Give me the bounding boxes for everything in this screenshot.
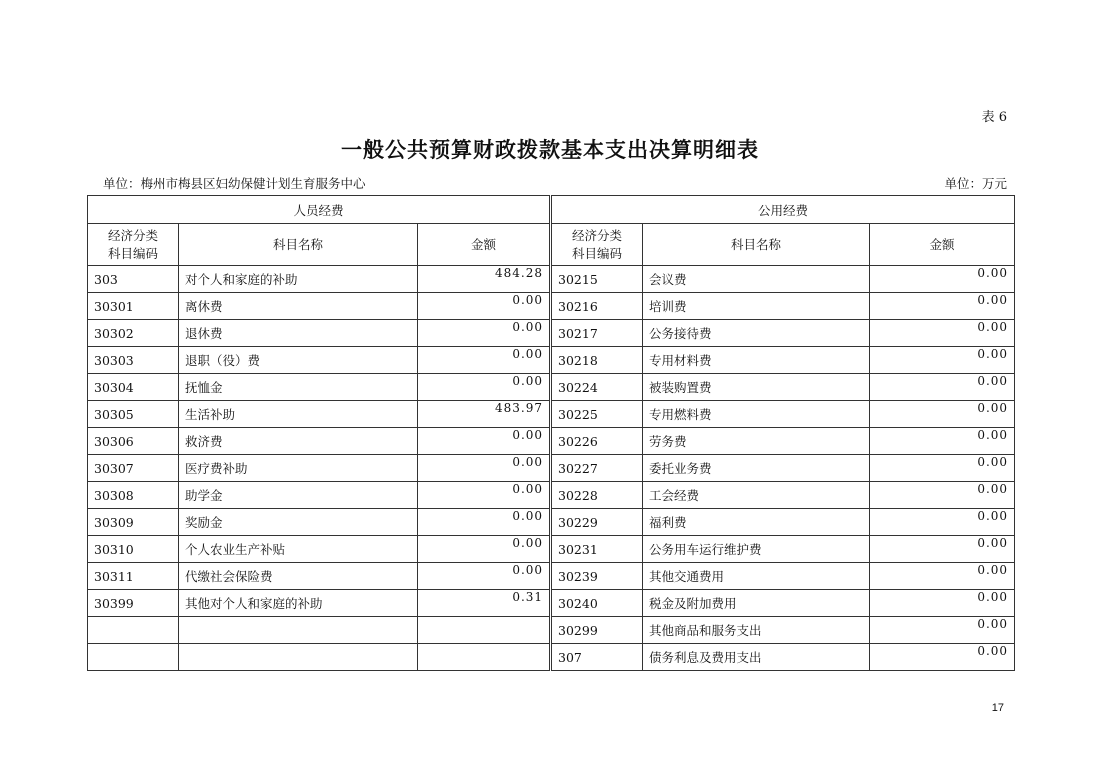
cell-name-right: 公务接待费 (643, 320, 870, 347)
table-row (88, 455, 1015, 482)
cell-name-left: 代缴社会保险费 (179, 563, 418, 590)
cell-name-left: 个人农业生产补贴 (179, 536, 418, 563)
cell-amount-right: 0.00 (870, 644, 1015, 671)
cell-code-right: 30229 (551, 509, 643, 536)
table-row (88, 266, 1015, 293)
cell-amount-right: 0.00 (870, 374, 1015, 401)
unit-organization: 单位：梅州市梅县区妇幼保健计划生育服务中心 (103, 176, 366, 191)
cell-name-right: 公务用车运行维护费 (643, 536, 870, 563)
cell-name-left (179, 644, 418, 671)
cell-name-right: 其他交通费用 (643, 563, 870, 590)
cell-amount-left: 0.00 (418, 563, 551, 590)
cell-amount-right: 0.00 (870, 401, 1015, 428)
cell-amount-left: 0.00 (418, 428, 551, 455)
header-code-right (551, 224, 643, 266)
header-code-line2: 科目编码 (572, 245, 623, 261)
cell-code-left: 30303 (88, 347, 179, 374)
cell-code-right: 307 (551, 644, 643, 671)
cell-code-right: 30239 (551, 563, 643, 590)
cell-name-left (179, 617, 418, 644)
header-amount-left: 金额 (418, 224, 551, 266)
cell-amount-right: 0.00 (870, 617, 1015, 644)
header-code-line1: 经济分类 (107, 227, 158, 243)
cell-name-left: 退休费 (179, 320, 418, 347)
table-row (88, 293, 1015, 320)
cell-code-right: 30227 (551, 455, 643, 482)
cell-code-right: 30224 (551, 374, 643, 401)
table-row (88, 617, 1015, 644)
cell-code-right: 30225 (551, 401, 643, 428)
table-row (88, 320, 1015, 347)
cell-amount-left: 484.28 (418, 266, 551, 293)
cell-code-left: 30302 (88, 320, 179, 347)
page-number: 17 (991, 702, 1004, 714)
table-row (88, 428, 1015, 455)
cell-amount-left: 0.00 (418, 347, 551, 374)
cell-name-right: 劳务费 (643, 428, 870, 455)
table-row (88, 347, 1015, 374)
cell-amount-right: 0.00 (870, 455, 1015, 482)
table-row (88, 590, 1015, 617)
group-personnel: 人员经费 (88, 196, 551, 224)
cell-code-right: 30218 (551, 347, 643, 374)
cell-amount-right: 0.00 (870, 590, 1015, 617)
cell-code-left: 30301 (88, 293, 179, 320)
cell-amount-right: 0.00 (870, 536, 1015, 563)
cell-code-right: 30217 (551, 320, 643, 347)
cell-name-left: 助学金 (179, 482, 418, 509)
cell-code-left: 30308 (88, 482, 179, 509)
cell-code-left: 30307 (88, 455, 179, 482)
header-name-right: 科目名称 (643, 224, 870, 266)
page-title: 一般公共预算财政拨款基本支出决算明细表 (341, 137, 759, 162)
cell-amount-right: 0.00 (870, 563, 1015, 590)
cell-name-left: 其他对个人和家庭的补助 (179, 590, 418, 617)
cell-amount-left: 0.00 (418, 455, 551, 482)
cell-code-left: 30305 (88, 401, 179, 428)
group-header-row (88, 196, 1015, 224)
cell-amount-left (418, 617, 551, 644)
cell-code-left: 30310 (88, 536, 179, 563)
cell-name-left: 对个人和家庭的补助 (179, 266, 418, 293)
cell-code-right: 30216 (551, 293, 643, 320)
cell-code-left: 30311 (88, 563, 179, 590)
header-amount-right: 金额 (870, 224, 1015, 266)
cell-amount-right: 0.00 (870, 509, 1015, 536)
budget-detail-table (87, 195, 1015, 671)
cell-code-right: 30231 (551, 536, 643, 563)
table-number: 表 6 (981, 110, 1007, 125)
table-row (88, 482, 1015, 509)
cell-name-left: 退职（役）费 (179, 347, 418, 374)
cell-name-left: 生活补助 (179, 401, 418, 428)
table-row (88, 374, 1015, 401)
unit-currency: 单位：万元 (944, 176, 1007, 191)
table-row (88, 509, 1015, 536)
cell-name-right: 债务利息及费用支出 (643, 644, 870, 671)
cell-code-left: 30306 (88, 428, 179, 455)
cell-code-left: 30304 (88, 374, 179, 401)
cell-amount-right: 0.00 (870, 428, 1015, 455)
cell-amount-left: 0.00 (418, 320, 551, 347)
group-public: 公用经费 (551, 196, 1015, 224)
cell-name-left: 救济费 (179, 428, 418, 455)
cell-amount-left: 0.00 (418, 293, 551, 320)
table-row (88, 536, 1015, 563)
cell-name-right: 工会经费 (643, 482, 870, 509)
cell-amount-left: 0.00 (418, 536, 551, 563)
cell-amount-right: 0.00 (870, 482, 1015, 509)
cell-amount-left: 0.31 (418, 590, 551, 617)
cell-amount-right: 0.00 (870, 320, 1015, 347)
cell-code-left: 30399 (88, 590, 179, 617)
cell-code-right: 30240 (551, 590, 643, 617)
header-name-left: 科目名称 (179, 224, 418, 266)
cell-name-left: 医疗费补助 (179, 455, 418, 482)
column-header-row (88, 224, 1015, 266)
cell-code-right: 30299 (551, 617, 643, 644)
cell-name-left: 奖励金 (179, 509, 418, 536)
cell-name-right: 专用燃料费 (643, 401, 870, 428)
cell-amount-left: 483.97 (418, 401, 551, 428)
table-row (88, 644, 1015, 671)
cell-name-right: 被装购置费 (643, 374, 870, 401)
cell-name-right: 税金及附加费用 (643, 590, 870, 617)
cell-code-right: 30226 (551, 428, 643, 455)
cell-amount-right: 0.00 (870, 347, 1015, 374)
cell-code-left (88, 644, 179, 671)
header-code-line2: 科目编码 (107, 245, 158, 261)
cell-amount-left (418, 644, 551, 671)
cell-amount-right: 0.00 (870, 293, 1015, 320)
cell-name-left: 抚恤金 (179, 374, 418, 401)
cell-code-left (88, 617, 179, 644)
cell-code-left: 30309 (88, 509, 179, 536)
cell-name-right: 其他商品和服务支出 (643, 617, 870, 644)
cell-name-right: 培训费 (643, 293, 870, 320)
cell-code-left: 303 (88, 266, 179, 293)
cell-amount-left: 0.00 (418, 482, 551, 509)
cell-name-right: 会议费 (643, 266, 870, 293)
header-code-left (88, 224, 179, 266)
cell-amount-left: 0.00 (418, 509, 551, 536)
table-row (88, 401, 1015, 428)
cell-name-right: 委托业务费 (643, 455, 870, 482)
cell-name-left: 离休费 (179, 293, 418, 320)
cell-code-right: 30228 (551, 482, 643, 509)
cell-amount-right: 0.00 (870, 266, 1015, 293)
cell-name-right: 福利费 (643, 509, 870, 536)
header-code-line1: 经济分类 (572, 227, 623, 243)
table-row (88, 563, 1015, 590)
cell-amount-left: 0.00 (418, 374, 551, 401)
cell-code-right: 30215 (551, 266, 643, 293)
cell-name-right: 专用材料费 (643, 347, 870, 374)
